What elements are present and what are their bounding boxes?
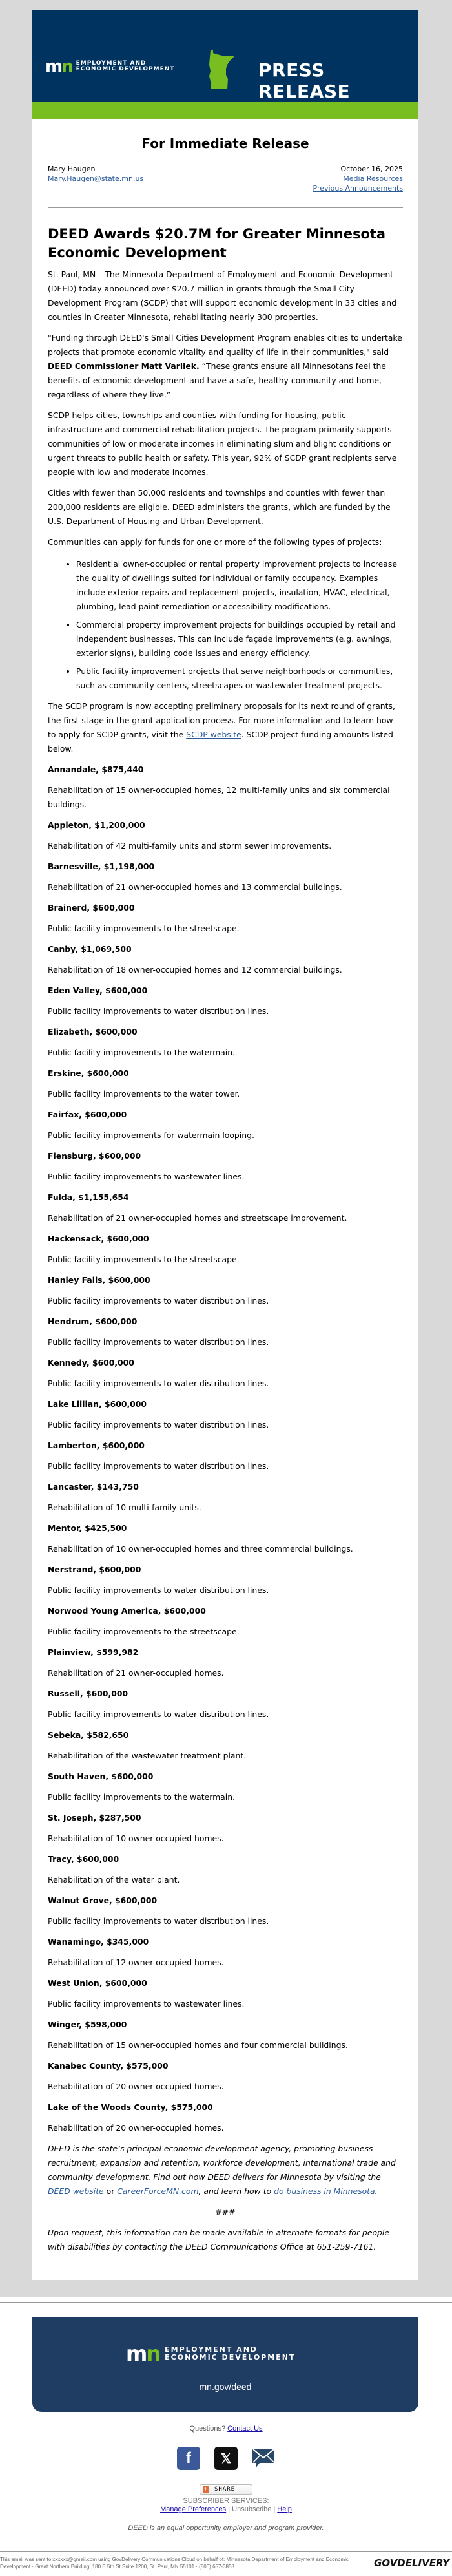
unsubscribe-link[interactable]: Unsubscribe xyxy=(232,2506,272,2513)
grant-description: Rehabilitation of 10 owner-occupied homes. xyxy=(48,1833,224,1843)
grant-description: Public facility improvements to water distribution lines. xyxy=(48,1709,269,1719)
grant-recipient: South Haven, $600,000 xyxy=(48,1771,154,1781)
logo-line-1: EMPLOYMENT AND xyxy=(76,59,147,67)
grant-recipient: Mentor, $425,500 xyxy=(48,1523,127,1533)
scdp-website-link[interactable]: SCDP website xyxy=(186,730,241,739)
grant-description: Rehabilitation of 15 owner-occupied homes and four commercial buildings. xyxy=(48,2040,348,2050)
grant-recipient: Hendrum, $600,000 xyxy=(48,1316,138,1326)
paragraph-project-types: Communities can apply for funds for one or more of the following types of projects: xyxy=(48,537,382,547)
contact-name: Mary Haugen xyxy=(48,165,96,173)
grant-description: Public facility improvements to the streetscape. xyxy=(48,924,240,933)
mn-logo-icon: mn xyxy=(45,57,72,76)
grant-recipient: Hackensack, $600,000 xyxy=(48,1234,149,1243)
list-item: • Commercial property improvement projects for buildings occupied by retail and independent businesses. This can include façade improvements (e.g. awnings, exterior signs), building code issues and energy efficiency. xyxy=(76,618,403,660)
grant-recipient: Annandale, $875,440 xyxy=(48,765,144,774)
grant-recipient: Eden Valley, $600,000 xyxy=(48,986,148,995)
grant-recipient: Hanley Falls, $600,000 xyxy=(48,1275,150,1285)
grant-description: Rehabilitation of 21 owner-occupied homes. xyxy=(48,1668,224,1678)
grant-description: Public facility improvements to wastewater lines. xyxy=(48,1172,245,1181)
grant-recipient: Brainerd, $600,000 xyxy=(48,903,135,913)
paragraph-proposals: The SCDP program is now accepting preliminary proposals for its next round of grants, the first stage in the grant application process. For more information and to learn how to apply for SCDP grants, visit the SCDP website. SCDP project funding amounts listed below. xyxy=(48,701,395,754)
grant-description: Rehabilitation of 21 owner-occupied homes and streetscape improvement. xyxy=(48,1213,347,1223)
facebook-icon[interactable]: f xyxy=(177,2447,200,2470)
end-mark: ### xyxy=(215,2207,236,2217)
grant-recipient: Fulda, $1,155,654 xyxy=(48,1192,129,1202)
grant-recipient: Lamberton, $600,000 xyxy=(48,1441,145,1450)
grant-recipient: Walnut Grove, $600,000 xyxy=(48,1895,158,1905)
plus-icon: + xyxy=(203,2486,209,2493)
grant-description: Public facility improvements to water distribution lines. xyxy=(48,1296,269,1305)
footer-url: mn.gov/deed xyxy=(199,2381,252,2392)
release-meta xyxy=(48,164,403,193)
grant-description: Public facility improvements to water distribution lines. xyxy=(48,1378,269,1388)
contact-block xyxy=(48,164,143,193)
grant-list xyxy=(48,763,403,2135)
govdelivery-logo[interactable]: GOVDELIVERY xyxy=(374,2557,449,2569)
grant-description: Rehabilitation of 20 owner-occupied homes. xyxy=(48,2082,224,2091)
paragraph-eligibility: Cities with fewer than 50,000 residents and townships and counties with fewer than 200,000 residents are eligible. DEED administers the grants, which are funded by the U.S. Department of Housing and Urban Development. xyxy=(48,488,391,526)
deed-logo xyxy=(45,57,174,76)
subscriber-services: SUBSCRIBER SERVICES: Manage Preferences | Unsubscribe | Help xyxy=(160,2497,292,2513)
logo-line-2: ECONOMIC DEVELOPMENT xyxy=(76,66,175,72)
header-banner xyxy=(32,10,418,102)
release-heading: For Immediate Release xyxy=(141,136,309,151)
header-green-stripe xyxy=(32,102,418,119)
grant-recipient: Flensburg, $600,000 xyxy=(48,1151,141,1161)
email-icon[interactable] xyxy=(252,2447,275,2470)
grant-description: Rehabilitation of 18 owner-occupied homes and 12 commercial buildings. xyxy=(48,965,342,975)
grant-recipient: Norwood Young America, $600,000 xyxy=(48,1606,206,1616)
grant-description: Public facility improvements for watermain looping. xyxy=(48,1130,254,1140)
grant-recipient: St. Joseph, $287,500 xyxy=(48,1813,141,1822)
grant-description: Public facility improvements to water distribution lines. xyxy=(48,1461,269,1471)
questions-line: Questions? Contact Us xyxy=(189,2425,263,2433)
footer-divider xyxy=(0,2302,452,2303)
footer-logo-line-2: ECONOMIC DEVELOPMENT xyxy=(165,2353,296,2361)
release-date: October 16, 2025 xyxy=(340,165,403,173)
mn-logo-icon: mn xyxy=(126,2341,160,2366)
date-links-block xyxy=(313,164,403,193)
equal-opportunity-note: DEED is an equal opportunity employer and program provider. xyxy=(128,2524,324,2532)
email-card xyxy=(32,10,418,2280)
grant-description: Rehabilitation of the wastewater treatment plant. xyxy=(48,1751,247,1760)
grant-description: Rehabilitation of 15 owner-occupied homes, 12 multi-family units and six commercial buildings. xyxy=(48,785,390,809)
manage-preferences-link[interactable]: Manage Preferences xyxy=(160,2506,227,2513)
grant-description: Rehabilitation of 21 owner-occupied homes and 13 commercial buildings. xyxy=(48,882,342,892)
grant-description: Public facility improvements to the watermain. xyxy=(48,1048,235,1057)
grant-recipient: Canby, $1,069,500 xyxy=(48,944,132,954)
list-item: • Residential owner-occupied or rental property improvement projects to increase the quality of dwellings suited for individual or family occupancy. Examples include exterior repairs and replacement projects, insulation, HVAC, electrical, plumbing, lead paint remediation or accessibility modifications. xyxy=(76,557,403,614)
paragraph-quote: "Funding through DEED's Small Cities Development Program enables cities to undertake projects that promote economic vitality and quality of life in their communities," said DEED Commissioner Matt Varilek. “These grants ensure all Minnesotans feel the benefits of economic development and have a safe, healthy community and home, regardless of where they live.” xyxy=(48,333,402,399)
grant-description: Public facility improvements to wastewater lines. xyxy=(48,1999,245,2009)
grant-description: Rehabilitation of 42 multi-family units and storm sewer improvements. xyxy=(48,841,332,850)
grant-recipient: Plainview, $599,982 xyxy=(48,1647,139,1657)
grant-description: Rehabilitation of 20 owner-occupied homes. xyxy=(48,2123,224,2133)
grant-recipient: Lake of the Woods County, $575,000 xyxy=(48,2102,213,2112)
grant-description: Rehabilitation of 10 multi-family units. xyxy=(48,1503,201,1512)
help-link[interactable]: Help xyxy=(277,2506,292,2513)
grant-recipient: Nerstrand, $600,000 xyxy=(48,1565,141,1574)
grant-description: Public facility improvements to the water tower. xyxy=(48,1089,240,1099)
grant-recipient: Kennedy, $600,000 xyxy=(48,1358,134,1367)
paragraph-intro: St. Paul, MN – The Minnesota Department of Employment and Economic Development (DEED) today announced over $20.7 million in grants through the Small City Development Program (SCDP) that will support economic development in 33 cities and counties in Greater Minnesota, rehabilitating nearly 300 properties. xyxy=(48,269,396,322)
accessibility-note: Upon request, this information can be made available in alternate formats for people with disabilities by contacting the DEED Communications Office at 651-259-7161. xyxy=(48,2228,389,2252)
grant-description: Rehabilitation of 12 owner-occupied homes. xyxy=(48,1958,224,1967)
legal-text: This email was sent to xxxxxx@gmail.com using GovDelivery Communications Cloud on behalf of: Minnesota Department of Employment and Economic Development · Great Northern Building, 180 E 5th St Suite 1200, St. Paul, MN 55101 · (800) 657-3858 xyxy=(0,2557,349,2570)
legal-footer xyxy=(0,2552,452,2574)
grant-description: Rehabilitation of 10 owner-occupied homes and three commercial buildings. xyxy=(48,1544,353,1554)
press-release-title: PRESS RELEASE xyxy=(258,59,351,102)
footer-logo-line-1: EMPLOYMENT AND xyxy=(165,2345,258,2354)
quote-speaker: DEED Commissioner Matt Varilek. xyxy=(48,361,200,371)
grant-recipient: Elizabeth, $600,000 xyxy=(48,1027,138,1037)
previous-announcements-link[interactable]: Previous Announcements xyxy=(313,184,403,193)
grant-description: Rehabilitation of the water plant. xyxy=(48,1875,180,1884)
media-resources-link[interactable]: Media Resources xyxy=(343,174,403,183)
boilerplate-paragraph: DEED is the state’s principal economic development agency, promoting business recruitment, expansion and retention, workforce development, international trade and community development. Find out how DEED delivers for Minnesota by visiting the DEED website or CareerForceMN.com, and learn how to do business in Minnesota. xyxy=(48,2144,396,2196)
grant-description: Public facility improvements to the watermain. xyxy=(48,1792,235,1802)
grant-description: Public facility improvements to water distribution lines. xyxy=(48,1337,269,1347)
grant-recipient: Appleton, $1,200,000 xyxy=(48,820,145,830)
careerforce-link[interactable]: CareerForceMN.com xyxy=(117,2186,199,2196)
grant-description: Public facility improvements to water distribution lines. xyxy=(48,1916,269,1926)
grant-description: Public facility improvements to water distribution lines. xyxy=(48,1006,269,1016)
grant-description: Public facility improvements to the streetscape. xyxy=(48,1627,240,1636)
divider xyxy=(48,207,403,208)
grant-description: Public facility improvements to the streetscape. xyxy=(48,1254,240,1264)
paragraph-scdp: SCDP helps cities, townships and counties with funding for housing, public infrastructure and commercial rehabilitation projects. The program primarily supports communities of low or moderate incomes in eliminating slum and blight conditions or urgent threats to public health or safety. This year, 92% of SCDP grant recipients serve people with low and moderate incomes. xyxy=(48,410,397,477)
grant-recipient: Lake Lillian, $600,000 xyxy=(48,1399,147,1409)
minnesota-map-icon xyxy=(208,50,238,89)
x-icon[interactable]: 𝕏 xyxy=(214,2447,238,2470)
grant-recipient: Sebeka, $582,650 xyxy=(48,1730,129,1740)
do-business-link[interactable]: do business in Minnesota xyxy=(274,2186,375,2196)
social-links xyxy=(0,2447,452,2470)
grant-recipient: Tracy, $600,000 xyxy=(48,1854,119,1864)
grant-recipient: Barnesville, $1,198,000 xyxy=(48,861,155,871)
footer-deed-logo xyxy=(126,2341,295,2366)
project-types-list xyxy=(76,557,403,693)
grant-recipient: Winger, $598,000 xyxy=(48,2020,127,2029)
grant-recipient: Russell, $600,000 xyxy=(48,1689,128,1698)
contact-email-link[interactable]: Mary.Haugen@state.mn.us xyxy=(48,174,144,183)
grant-recipient: Erskine, $600,000 xyxy=(48,1068,129,1078)
contact-us-link[interactable]: Contact Us xyxy=(227,2425,263,2433)
grant-recipient: Kanabec County, $575,000 xyxy=(48,2061,169,2071)
grant-recipient: West Union, $600,000 xyxy=(48,1978,147,1988)
article-title: DEED Awards $20.7M for Greater Minnesota Economic Development xyxy=(48,226,386,260)
grant-recipient: Wanamingo, $345,000 xyxy=(48,1937,149,1947)
article-content xyxy=(32,119,418,2280)
share-button[interactable]: + SHARE xyxy=(200,2484,252,2495)
grant-recipient: Fairfax, $600,000 xyxy=(48,1110,127,1119)
grant-recipient: Lancaster, $143,750 xyxy=(48,1482,139,1492)
grant-description: Public facility improvements to water distribution lines. xyxy=(48,1420,269,1430)
footer-banner xyxy=(32,2317,418,2412)
deed-website-link[interactable]: DEED website xyxy=(48,2186,104,2196)
list-item: • Public facility improvement projects that serve neighborhoods or communities, such as community centers, streetscapes or wastewater treatment projects. xyxy=(76,664,403,693)
grant-description: Public facility improvements to water distribution lines. xyxy=(48,1585,269,1595)
